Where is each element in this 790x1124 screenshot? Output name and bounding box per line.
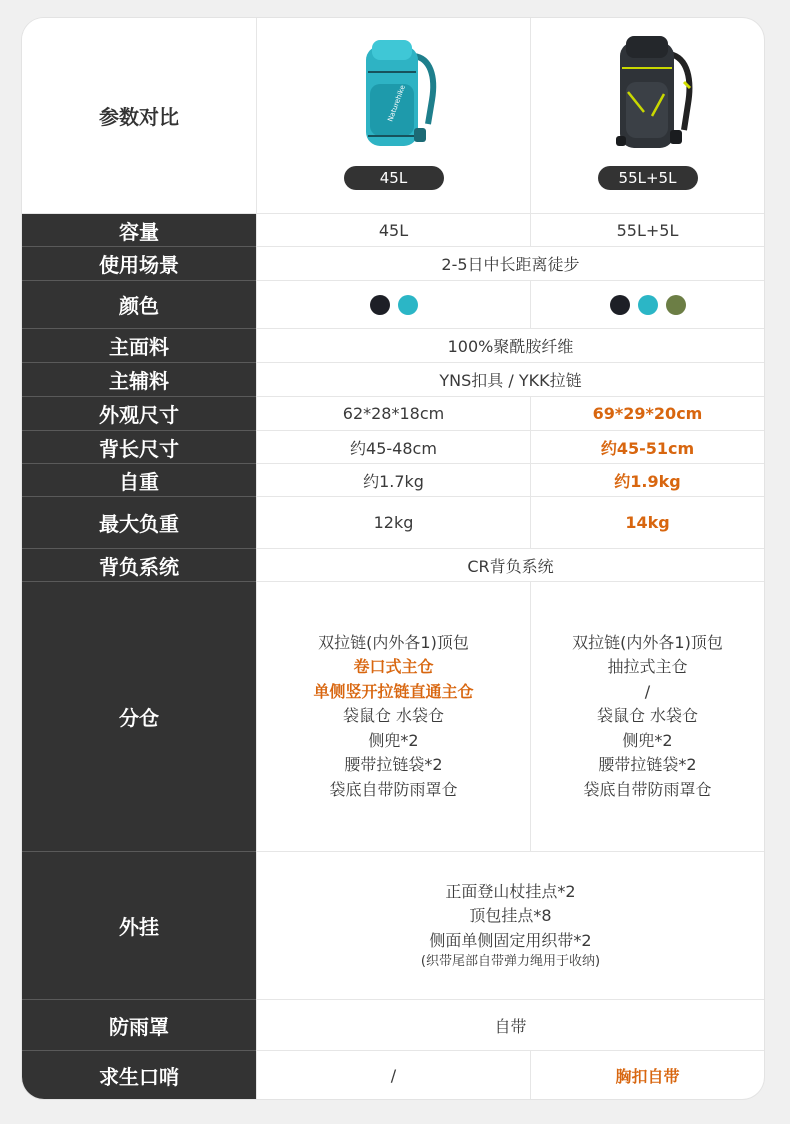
row-label-rain-cover: 防雨罩 <box>22 1000 256 1051</box>
compartment-item: 袋鼠仓 水袋仓 <box>342 706 445 726</box>
row-label-whistle: 求生口哨 <box>22 1051 256 1099</box>
external-note: (织带尾部自带弹力绳用于收纳) <box>420 954 601 970</box>
product-label-45l: 45L <box>344 166 444 190</box>
compartment-item: 侧兜*2 <box>368 730 419 750</box>
whistle-55l: 胸扣自带 <box>530 1051 764 1099</box>
external-value <box>256 852 764 1000</box>
carry-system-value: CR背负系统 <box>256 549 764 582</box>
compartment-item: 腰带拉链袋*2 <box>344 755 443 775</box>
compartments-45l <box>256 582 530 852</box>
compartment-item: 抽拉式主仓 <box>607 657 688 677</box>
color-swatch-teal[interactable] <box>398 295 418 315</box>
row-label-external: 外挂 <box>22 852 256 1000</box>
max-load-55l: 14kg <box>530 497 764 549</box>
row-label-scenario: 使用场景 <box>22 247 256 281</box>
color-swatch-olive[interactable] <box>666 295 686 315</box>
color-swatch-teal[interactable] <box>638 295 658 315</box>
color-options-55l <box>530 281 764 329</box>
row-label-main-fabric: 主面料 <box>22 329 256 363</box>
scenario-value: 2-5日中长距离徒步 <box>256 247 764 281</box>
row-label-compartments: 分仓 <box>22 582 256 852</box>
compartment-item: 袋鼠仓 水袋仓 <box>596 706 699 726</box>
row-label-weight: 自重 <box>22 464 256 497</box>
product-label-55l: 55L+5L <box>598 166 698 190</box>
external-item: 侧面单侧固定用织带*2 <box>429 930 592 950</box>
main-fabric-value: 100%聚酰胺纤维 <box>256 329 764 363</box>
table-title: 参数对比 <box>22 18 256 214</box>
compartment-item: 双拉链(内外各1)顶包 <box>318 632 469 652</box>
backpack-45l-image <box>344 32 444 156</box>
accessories-value: YNS扣具 / YKK拉链 <box>256 363 764 397</box>
compartment-item: 袋底自带防雨罩仓 <box>329 779 458 799</box>
weight-55l: 约1.9kg <box>530 464 764 497</box>
external-item: 顶包挂点*8 <box>469 906 552 926</box>
comparison-card <box>22 18 764 1099</box>
comparison-table <box>22 18 764 1099</box>
compartment-item: 双拉链(内外各1)顶包 <box>572 632 723 652</box>
row-label-accessories: 主辅料 <box>22 363 256 397</box>
color-swatch-black[interactable] <box>370 295 390 315</box>
row-label-color: 颜色 <box>22 281 256 329</box>
compartment-item: 单侧竖开拉链直通主仓 <box>313 681 474 701</box>
row-label-size: 外观尺寸 <box>22 397 256 431</box>
row-label-max-load: 最大负重 <box>22 497 256 549</box>
color-swatch-black[interactable] <box>610 295 630 315</box>
color-options-45l <box>256 281 530 329</box>
back-length-45l: 约45-48cm <box>256 431 530 464</box>
brand-logo: Naturehike <box>385 84 407 123</box>
whistle-45l: / <box>256 1051 530 1099</box>
product-45l[interactable] <box>256 18 530 214</box>
compartment-item: 卷口式主仓 <box>353 657 434 677</box>
product-55l[interactable] <box>530 18 764 214</box>
weight-45l: 约1.7kg <box>256 464 530 497</box>
capacity-55l: 55L+5L <box>530 214 764 247</box>
compartment-item: 袋底自带防雨罩仓 <box>583 779 712 799</box>
compartment-item: / <box>644 681 651 701</box>
size-45l: 62*28*18cm <box>256 397 530 431</box>
max-load-45l: 12kg <box>256 497 530 549</box>
back-length-55l: 约45-51cm <box>530 431 764 464</box>
compartments-55l <box>530 582 764 852</box>
size-55l: 69*29*20cm <box>530 397 764 431</box>
backpack-55l-image <box>598 32 698 156</box>
rain-cover-value: 自带 <box>256 1000 764 1051</box>
external-item: 正面登山杖挂点*2 <box>445 881 576 901</box>
row-label-capacity: 容量 <box>22 214 256 247</box>
compartment-item: 腰带拉链袋*2 <box>598 755 697 775</box>
capacity-45l: 45L <box>256 214 530 247</box>
row-label-back-length: 背长尺寸 <box>22 431 256 464</box>
row-label-carry-system: 背负系统 <box>22 549 256 582</box>
compartment-item: 侧兜*2 <box>622 730 673 750</box>
